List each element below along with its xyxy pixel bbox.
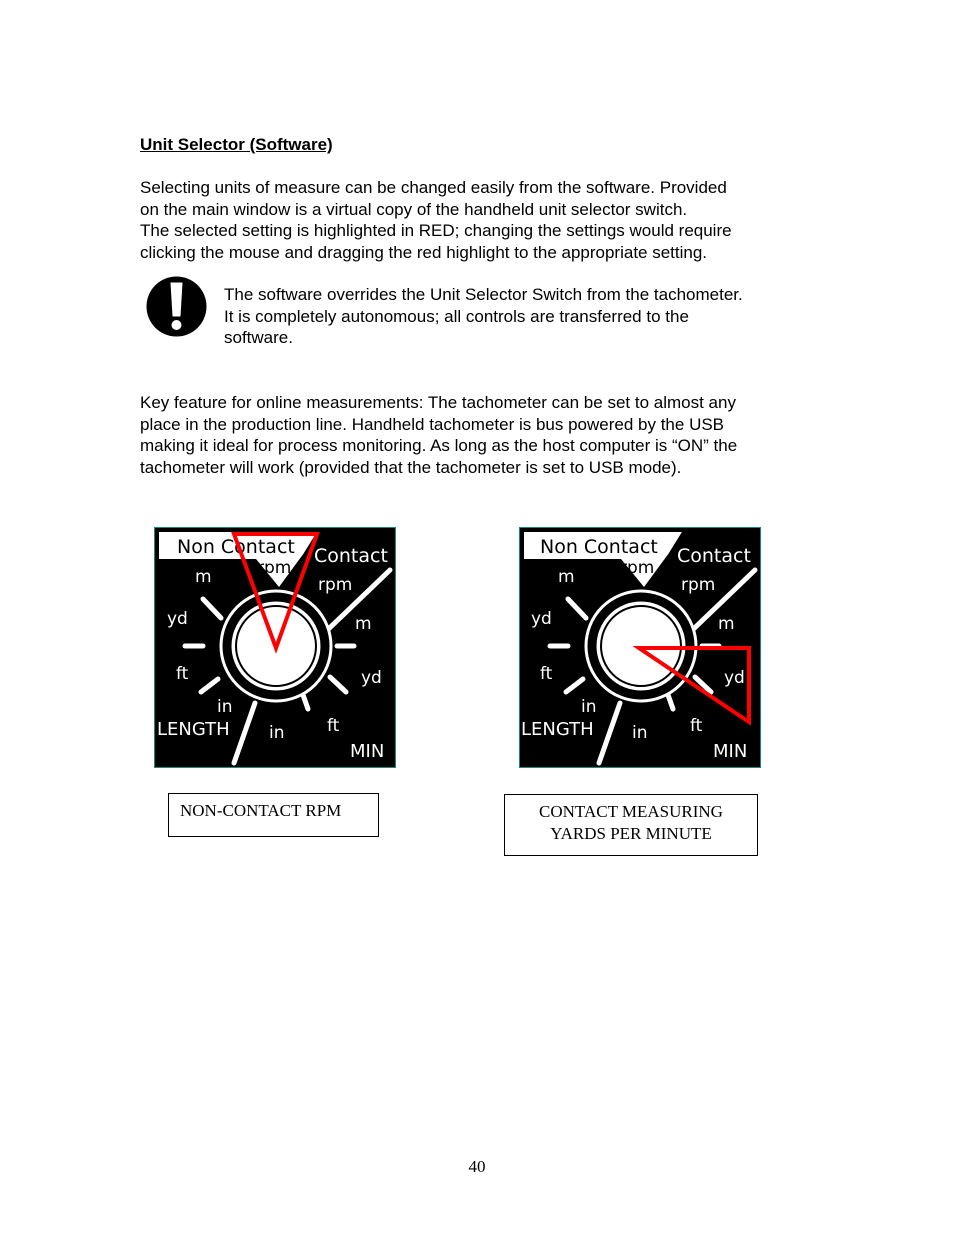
text-line: clicking the mouse and dragging the red highlight to the appropriate setting. xyxy=(140,242,708,262)
intro-paragraph xyxy=(140,177,732,263)
label-in-length: in xyxy=(581,697,597,717)
label-in-min: in xyxy=(632,723,648,743)
section-heading: Unit Selector (Software) xyxy=(140,135,333,154)
text-line: It is completely autonomous; all controls are transferred to the xyxy=(224,306,689,326)
exclamation-icon xyxy=(146,276,207,337)
label-rpm-contact: rpm xyxy=(681,575,716,595)
text-line: Selecting units of measure can be changed easily from the software. Provided xyxy=(140,178,727,197)
text-line: tachometer will work (provided that the tachometer is set to USB mode). xyxy=(140,457,682,477)
label-m-min: m xyxy=(355,614,372,634)
label-in-length: in xyxy=(217,697,233,717)
unit-selector-dial-contact-yd[interactable] xyxy=(519,527,761,768)
label-rpm-contact: rpm xyxy=(318,575,353,595)
label-non-contact: Non Contact xyxy=(540,536,658,558)
label-contact: Contact xyxy=(677,545,751,567)
label-min: MIN xyxy=(350,741,385,762)
label-ft-length: ft xyxy=(540,664,553,684)
page-number: 40 xyxy=(468,1157,486,1176)
label-yd-length: yd xyxy=(167,609,188,629)
caption-noncontact-rpm xyxy=(168,793,379,837)
text-line: The selected setting is highlighted in RED; changing the settings would require xyxy=(140,221,732,240)
label-m-min: m xyxy=(718,614,735,634)
caption-text: NON-CONTACT RPM xyxy=(180,801,342,820)
label-length: LENGTH xyxy=(157,719,230,740)
caption-text: YARDS PER MINUTE xyxy=(550,824,712,843)
feature-paragraph xyxy=(140,392,737,478)
warning-note xyxy=(224,284,743,349)
label-rpm-noncontact: rpm xyxy=(620,558,655,578)
label-length: LENGTH xyxy=(521,719,594,740)
unit-selector-dial-noncontact-rpm[interactable] xyxy=(154,527,396,768)
text-line: The software overrides the Unit Selector Switch from the tachometer. xyxy=(224,285,743,304)
label-in-min: in xyxy=(269,723,285,743)
label-ft-min: ft xyxy=(327,716,340,736)
label-min: MIN xyxy=(713,741,748,762)
label-yd-min: yd xyxy=(361,668,382,688)
label-non-contact: Non Contact xyxy=(177,536,295,558)
text-line: software. xyxy=(224,328,293,347)
label-yd-length: yd xyxy=(531,609,552,629)
label-rpm-noncontact: rpm xyxy=(257,558,292,578)
caption-contact-yards-per-minute xyxy=(504,794,758,856)
label-m-length: m xyxy=(558,567,575,587)
label-m-length: m xyxy=(195,567,212,587)
text-line: making it ideal for process monitoring. As long as the host computer is “ON” the xyxy=(140,436,738,455)
label-ft-min: ft xyxy=(690,716,703,736)
text-line: place in the production line. Handheld tachometer is bus powered by the USB xyxy=(140,414,725,434)
text-line: on the main window is a virtual copy of the handheld unit selector switch. xyxy=(140,199,688,219)
text-line: Key feature for online measurements: The tachometer can be set to almost any xyxy=(140,393,736,412)
caption-text: CONTACT MEASURING xyxy=(539,802,723,821)
label-yd-min: yd xyxy=(724,668,745,688)
label-ft-length: ft xyxy=(176,664,189,684)
label-contact: Contact xyxy=(314,545,388,567)
